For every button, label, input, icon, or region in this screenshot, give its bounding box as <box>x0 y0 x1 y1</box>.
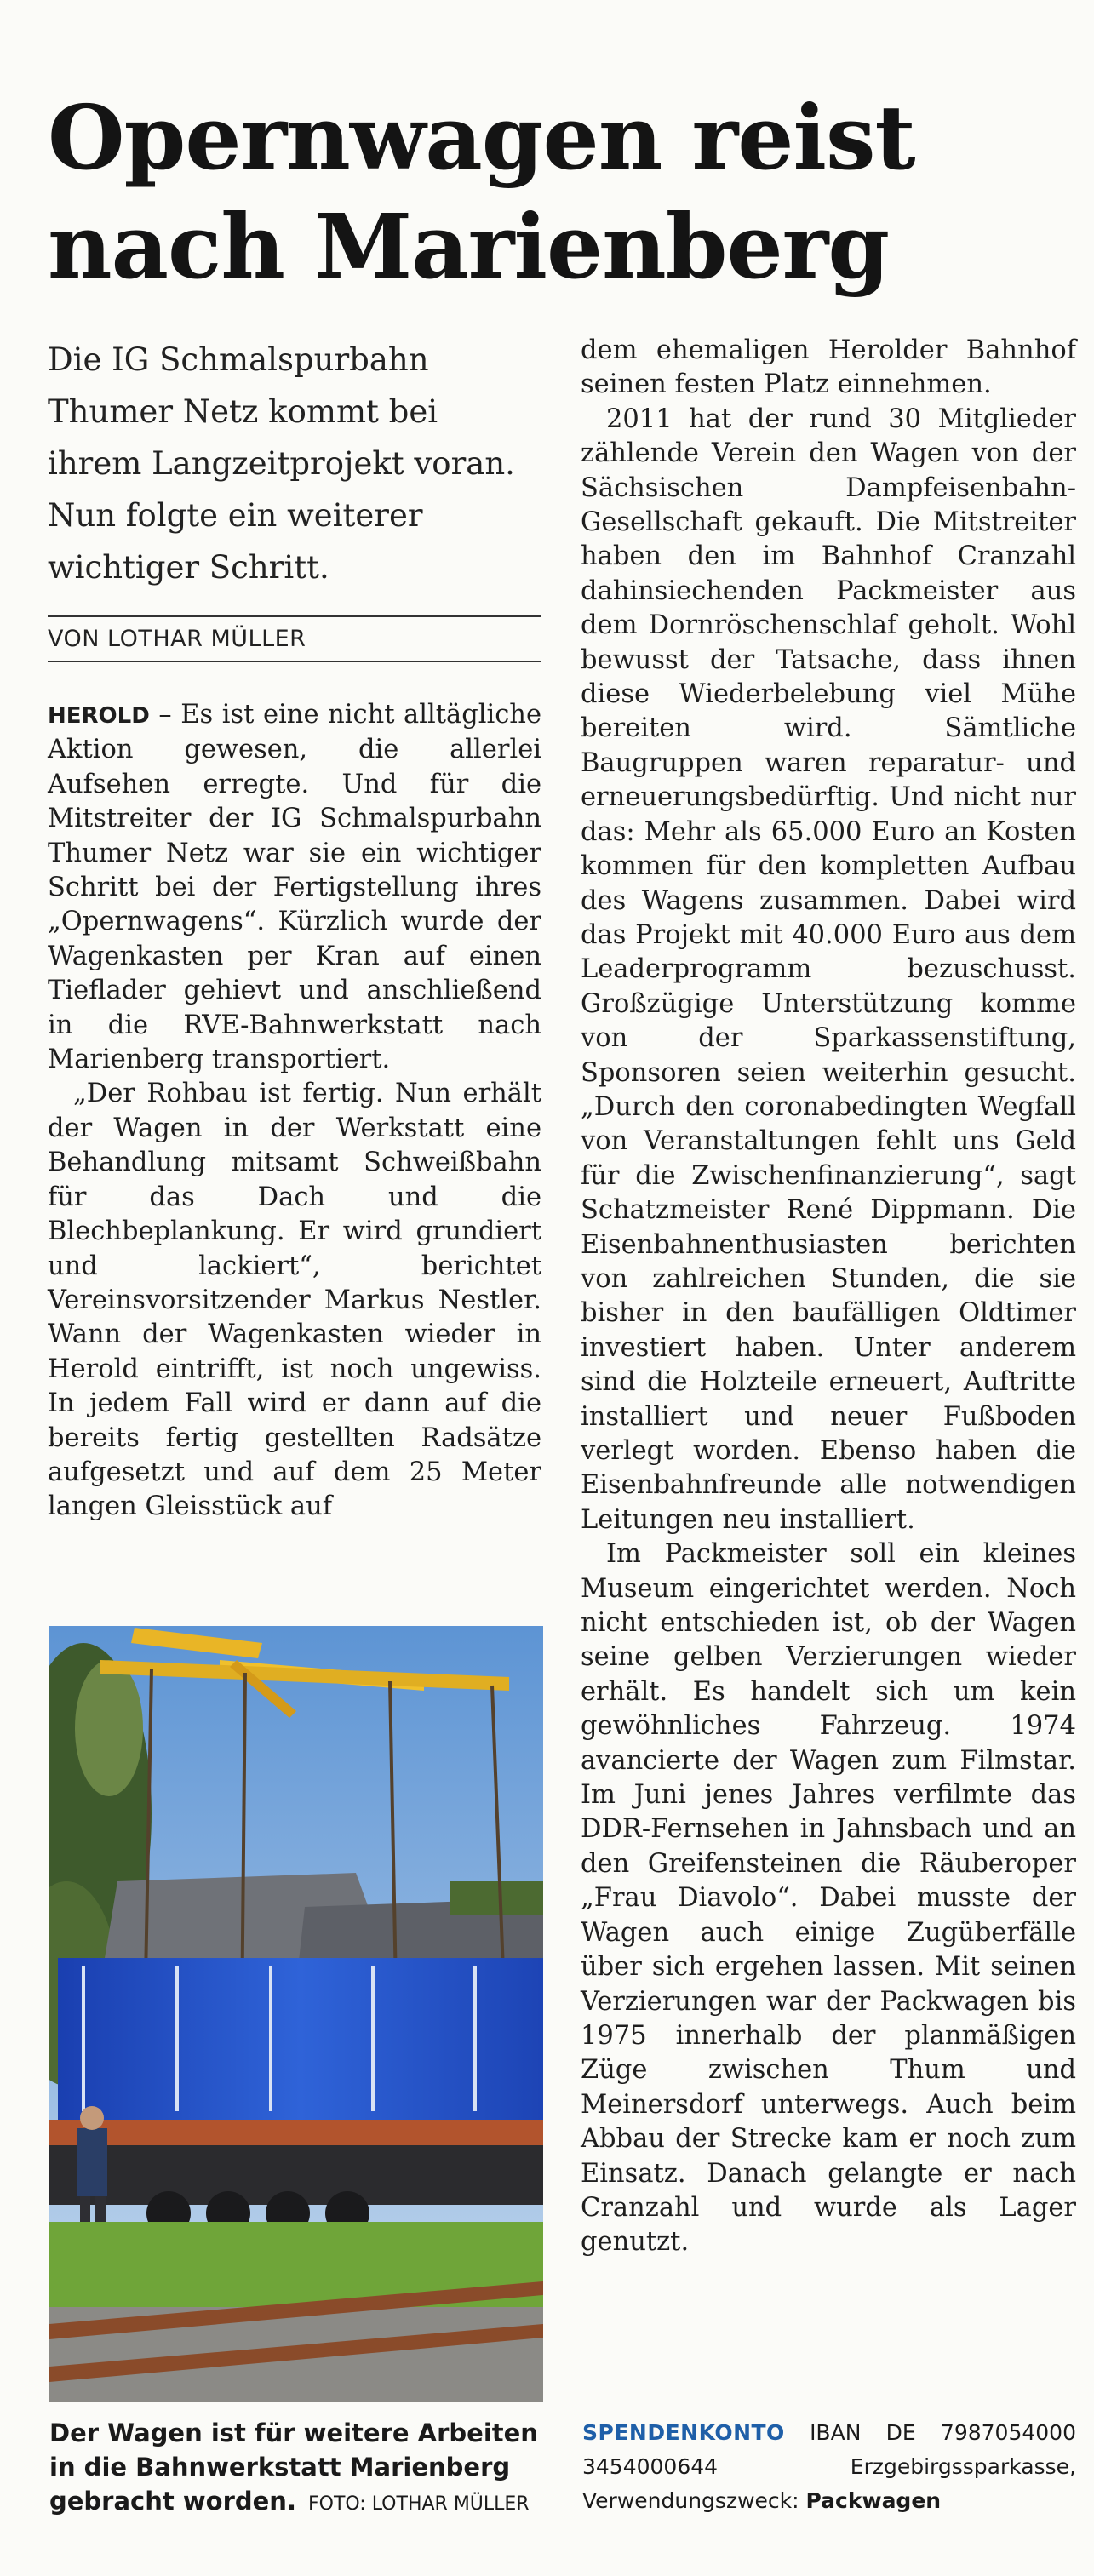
headline <box>48 83 1052 301</box>
paragraph-right-3: Im Packmeister soll ein kleines Museum eingerichtet werden. Noch nicht entschieden ist, ob der Wagen seine gelben Verzierungen wieder erhält. Es handelt sich um kein gewöhnliches Fahrzeug. 1974 avancierte der Wagen zum Filmstar. Im Juni jenes Jahres verfilmte das DDR-Fernsehen in Jahnsbach und an den Greifensteinen die Räuberoper „Frau Diavolo“. Dabei musste der Wagen auch einige Zugüberfälle über sich ergehen lassen. Mit seinen Verzierungen war der Packwagen bis 1975 innerhalb der planmäßigen Züge zwischen Thum und Meinersdorf unterwegs. Auch beim Abbau der Strecke kam er noch zum Einsatz. Danach gelangte er nach Cranzahl und wurde als Lager genutzt. <box>581 1539 1076 2258</box>
byline: VON LOTHAR MÜLLER <box>48 626 306 652</box>
paragraph-left-1 <box>48 698 541 1077</box>
paragraph-left-1-text: Es ist eine nicht alltägliche Aktion gewesen, die allerlei Aufsehen erregte. Und für die Mitstreiter der IG Schmalspurbahn Thumer Netz war sie ein wichtiger Schritt bei der Fertigstellung ihres „Opernwagens“. Kürzlich wurde der Wagenkasten per Kran auf einen Tieflader gehievt und anschließend in die RVE-Bahnwerkstatt nach Marienberg transportiert. <box>48 700 541 1075</box>
photo-credit: FOTO: LOTHAR MÜLLER <box>307 2493 530 2515</box>
paragraph-right-1: dem ehemaligen Herolder Bahnhof seinen festen Platz einnehmen. <box>581 335 1076 400</box>
headline-line-2: nach Marienberg <box>48 193 890 299</box>
photo-caption <box>49 2416 543 2522</box>
dateline-separator: – <box>149 700 181 730</box>
donation-label: SPENDENKONTO <box>582 2420 785 2445</box>
trailer-edge <box>49 2120 543 2145</box>
dateline: HEROLD <box>48 703 150 729</box>
donation-details: IBAN DE 7987054000 3454000644 Erzgebirgssparkasse, Verwendungszweck: <box>582 2420 1076 2513</box>
paragraph-left-2: „Der Rohbau ist fertig. Nun erhält der Wagen in der Werkstatt eine Behandlung mitsamt Schweißbahn für das Dach und die Blechbeplankung. Er wird grundiert und lackiert“, berichtet Vereinsvorsitzender Markus Nestler. Wann der Wagenkasten wieder in Herold eintrifft, ist noch ungewiss. In jedem Fall wird er dann auf die bereits fertig gestellten Radsätze aufgesetzt und auf dem 25 Meter langen Gleisstück auf <box>48 1079 541 1522</box>
donation-purpose: Packwagen <box>805 2488 942 2513</box>
teaser: Die IG Schmalspurbahn Thumer Netz kommt bei ihrem Langzeitprojekt voran. Nun folgte ein weiterer wichtiger Schritt. <box>48 341 515 586</box>
headline-line-1: Opernwagen reist <box>48 84 915 190</box>
wagon-body-tarp <box>58 1958 543 2120</box>
byline-box <box>48 615 541 662</box>
caption-text: Der Wagen ist für weitere Arbeiten in die Bahnwerkstatt Marienberg gebracht worden. <box>49 2419 538 2516</box>
left-column <box>48 334 541 1525</box>
crane-lift-photo <box>49 1626 543 2402</box>
paragraph-right-2: 2011 hat der rund 30 Mitglieder zählende Verein den Wagen von der Sächsischen Dampfeisenbahn-Gesellschaft gekauft. Die Mitstreiter haben den im Bahnhof Cranzahl dahinsiechenden Packmeister aus dem Dornröschenschlaf geholt. Wohl bewusst der Tatsache, dass ihnen diese Wiederbelebung viel Mühe bereiten wird. Sämtliche Baugruppen waren reparatur- und erneuerungsbedürftig. Und nicht nur das: Mehr als 65.000 Euro an Kosten kommen für den kompletten Aufbau des Wagens zusammen. Dabei wird das Projekt mit 40.000 Euro aus dem Leaderprogramm bezuschusst. Großzügige Unterstützung komme von der Sparkassenstiftung, Sponsoren seien weiterhin gesucht. „Durch den coronabedingten Wegfall von Veranstaltungen fehlt uns Geld für die Zwischenfinanzierung“, sagt Schatzmeister René Dippmann. Die Eisenbahnenthusiasten berichten von zahlreichen Stunden, die sie bisher in den baufälligen Oldtimer investiert haben. Unter anderem sind die Holzteile erneuert, Auftritte installiert und neuer Fußboden verlegt worden. Ebenso haben die Eisenbahnfreunde alle notwendigen Leitungen neu installiert. <box>581 404 1076 1535</box>
right-column <box>581 334 1076 2260</box>
donation-box <box>582 2416 1076 2518</box>
article-photo <box>49 1626 543 2402</box>
